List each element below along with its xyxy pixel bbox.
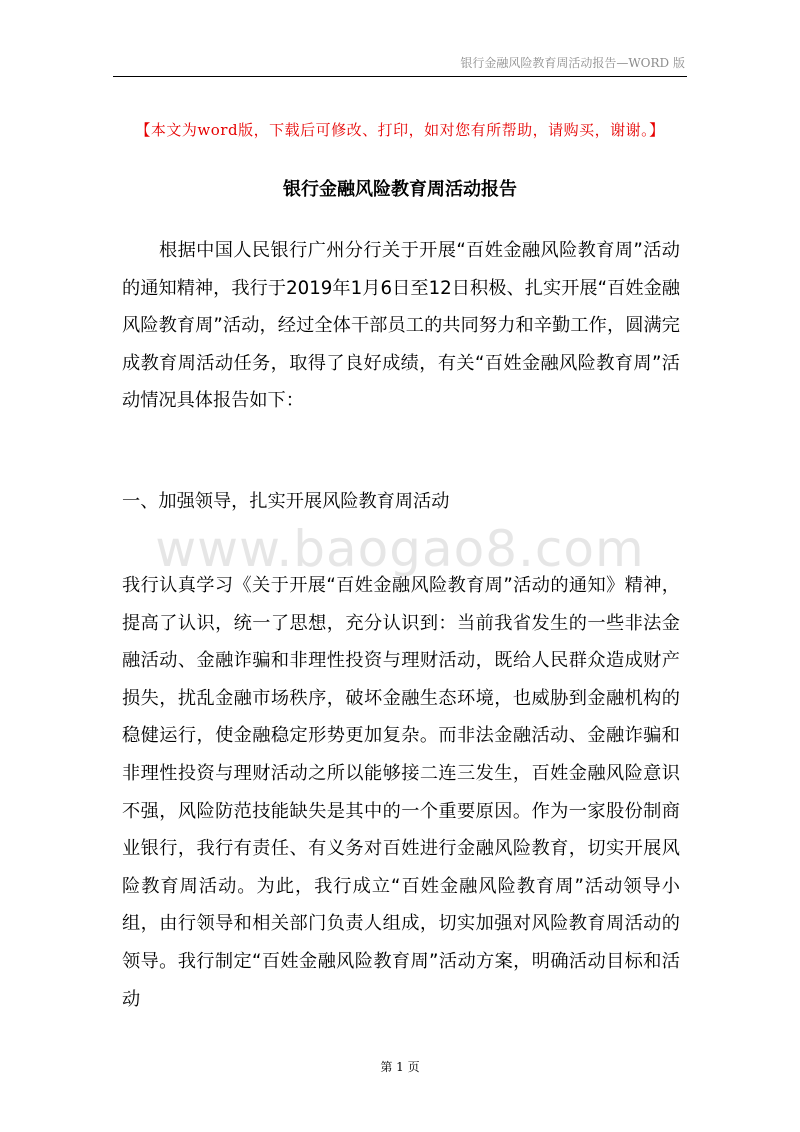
intro-paragraph: 根据中国人民银行广州分行关于开展“百姓金融风险教育周”活动的通知精神，我行于2019年1月6日至12日积极、扎实开展“百姓金融风险教育周”活动，经过全体干部员工的共同努力和辛勤工作，圆满完成教育周活动任务，取得了良好成绩，有关“百姓金融风险教育周”活动情况具体报告如下： bbox=[122, 240, 680, 412]
watermark-text: www.baogao8.com bbox=[155, 520, 645, 578]
body-paragraph: 我行认真学习《关于开展“百姓金融风险教育周”活动的通知》精神，提高了认识，统一了思想，充分认识到：当前我省发生的一些非法金融活动、金融诈骗和非理性投资与理财活动，既给人民群众造成财产损失，扰乱金融市场秩序，破坏金融生态环境，也威胁到金融机构的稳健运行，使金融稳定形势更加复杂。而非法金融活动、金融诈骗和非理性投资与理财活动之所以能够接二连三发生，百姓金融风险意识不强，风险防范技能缺失是其中的一个重要原因。作为一家股份制商业银行，我行有责任、有义务对百姓进行金融风险教育，切实开展风险教育周活动。为此，我行成立“百姓金融风险教育周”活动领导小组，由行领导和相关部门负责人组成，切实加强对风险教育周活动的领导。我行制定“百姓金融风险教育周”活动方案，明确活动目标和活动 bbox=[122, 575, 680, 1010]
document-title: 银行金融风险教育周活动报告 bbox=[283, 179, 517, 200]
header-divider bbox=[113, 76, 687, 77]
running-header: 银行金融风险教育周活动报告—WORD 版 bbox=[460, 56, 685, 70]
section-heading: 一、加强领导，扎实开展风险教育周活动 bbox=[122, 491, 450, 512]
purchase-notice: 【本文为word版，下载后可修改、打印，如对您有所帮助，请购买，谢谢。】 bbox=[135, 121, 665, 139]
page-number: 第 1 页 bbox=[380, 1060, 420, 1074]
